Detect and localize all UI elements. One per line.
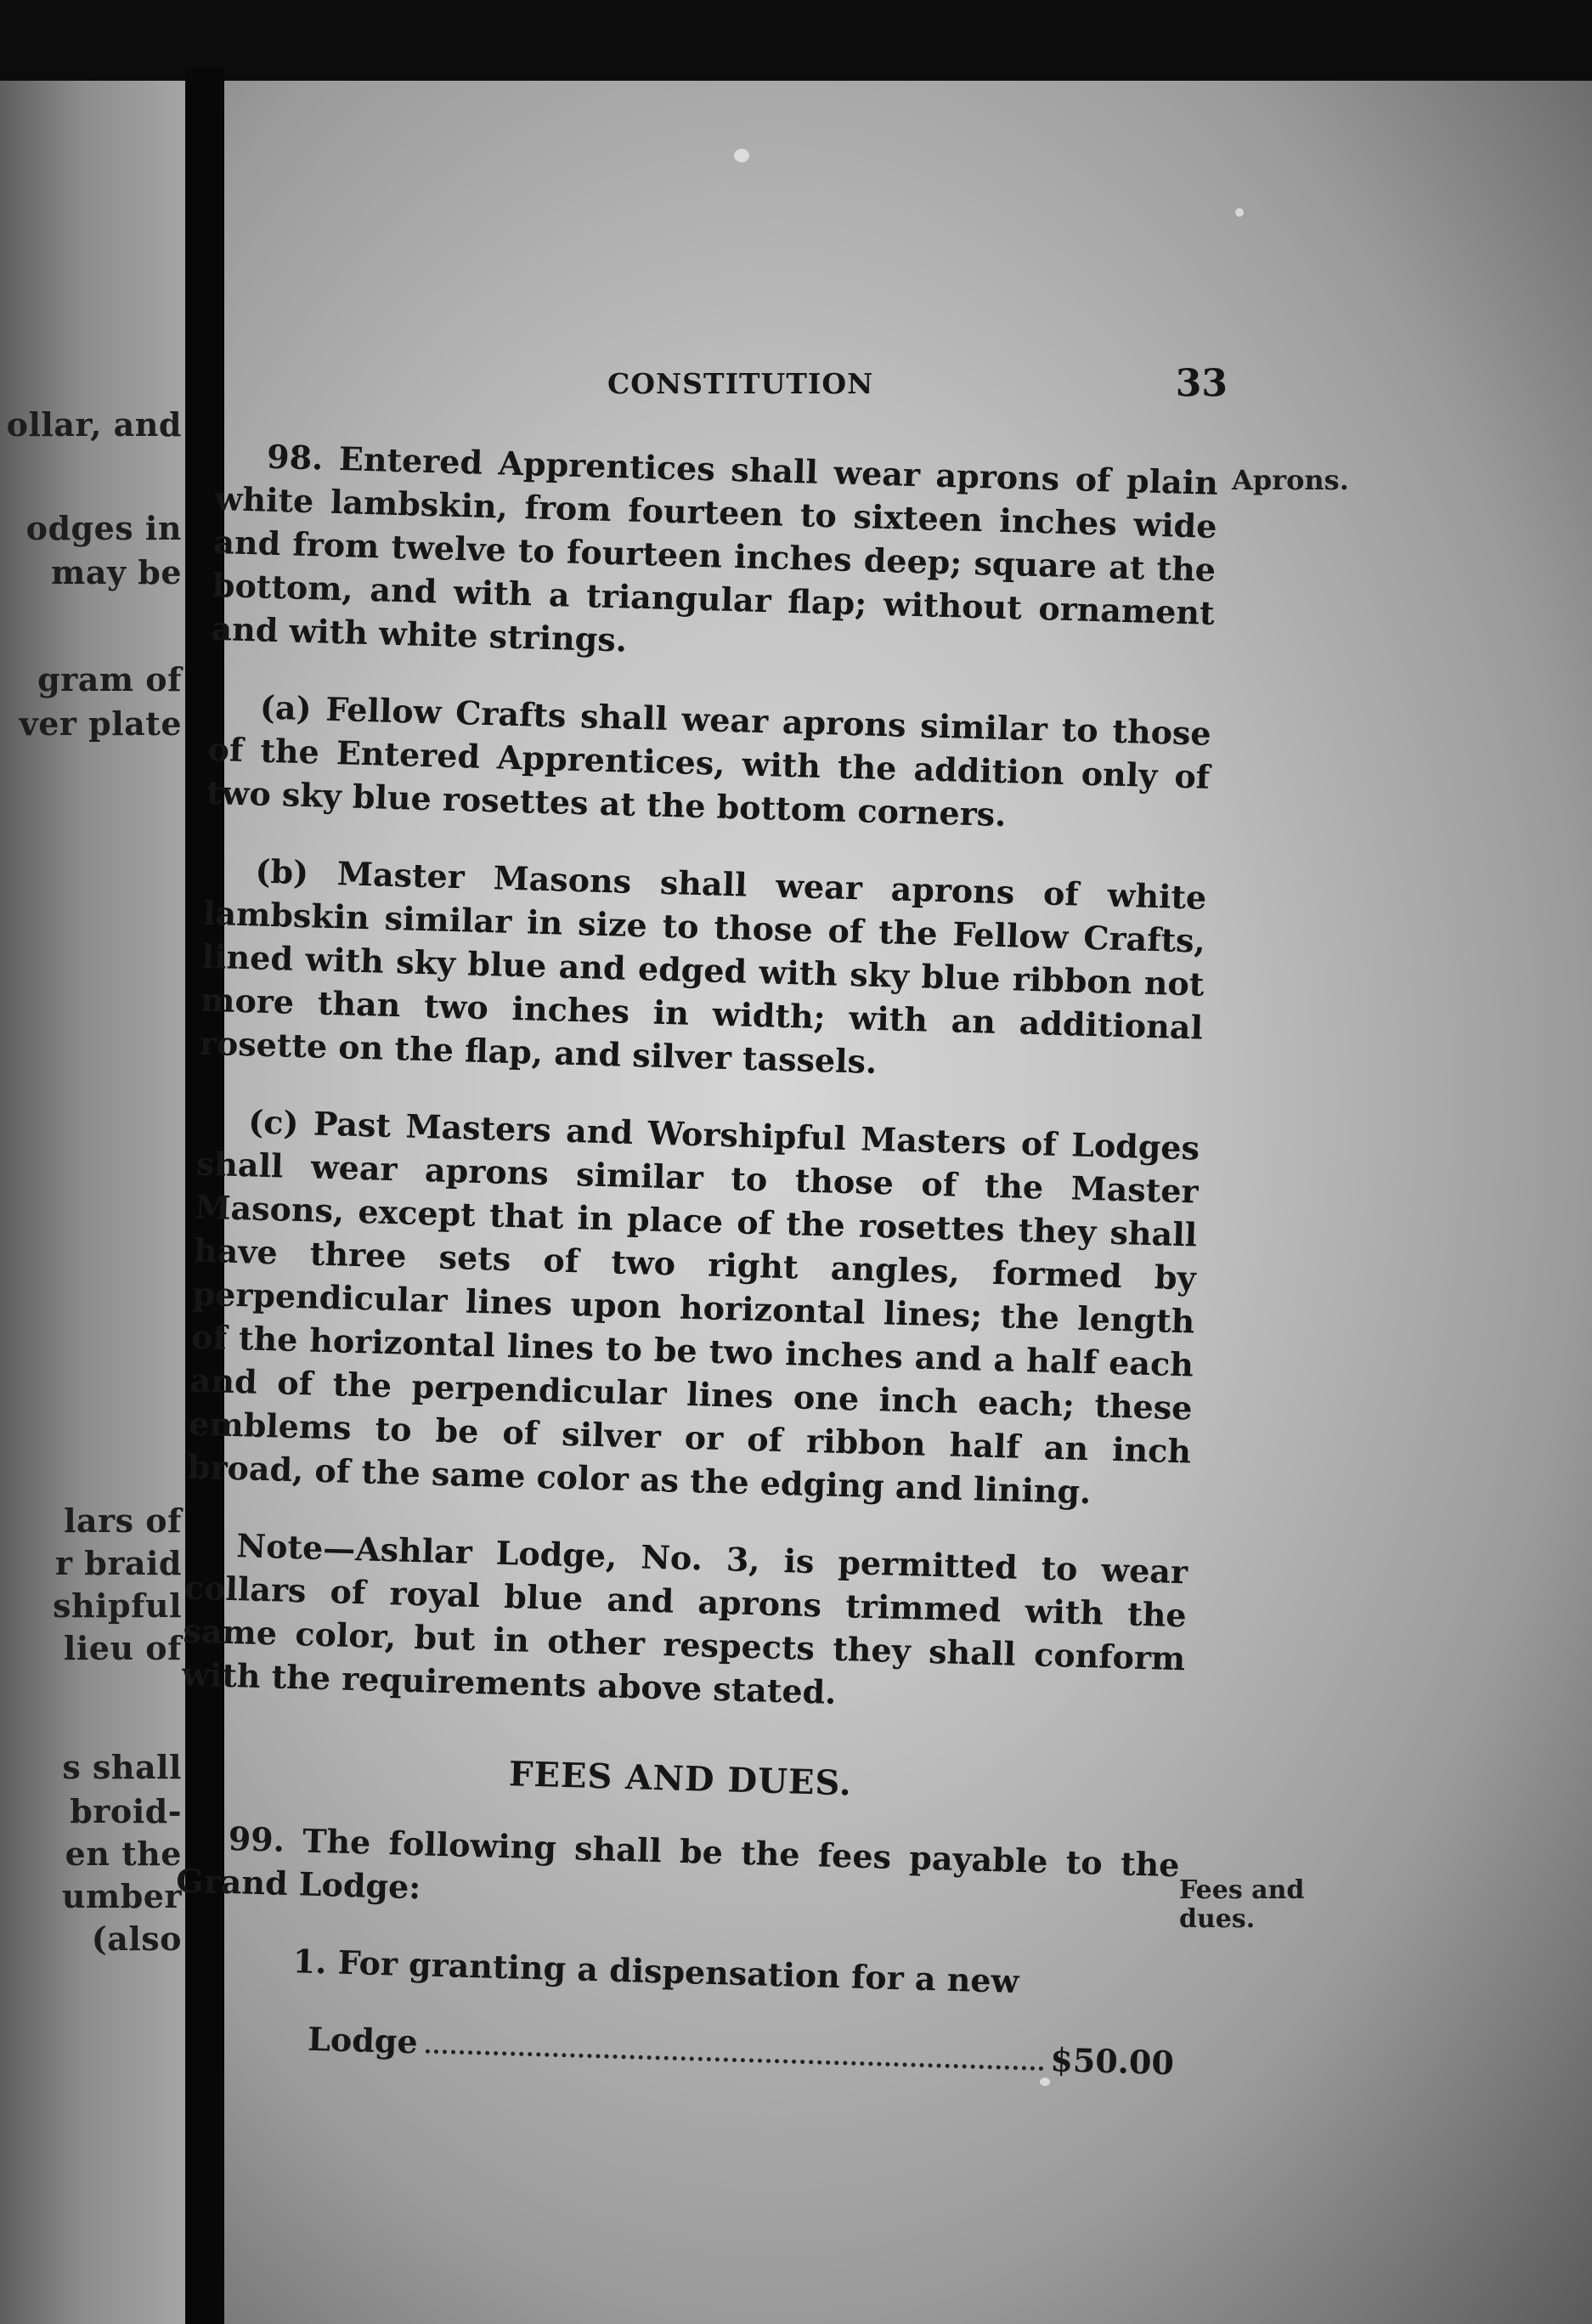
fee-item-label: Lodge — [307, 2019, 419, 2061]
left-page-line: s shall — [62, 1748, 182, 1786]
page-number: 33 — [1175, 362, 1228, 405]
fee-item-text: 1. For granting a dispensation for a new — [292, 1942, 1019, 2001]
paragraph-99: 99. The following shall be the fees payable to the Grand Lodge: — [175, 1819, 1181, 1907]
paragraph-c: (c) Past Masters and Worshipful Masters of Lodges shall wear aprons similar to those of the Master Masons, except that in place of the rosettes they shall have three sets of two right angles, formed by perpendicular lines upon horizontal lines; the length of the horizontal lines to be two inches and a half each and of the perpendicular lines one inch each; these emblems to be of silver or of ribbon half an inch broad, of the same color as the edging and lining. — [187, 1102, 1200, 1512]
left-page-line: gram of — [37, 660, 182, 698]
article-body — [172, 433, 1219, 2084]
left-page-line: lieu of — [63, 1629, 182, 1667]
note-paragraph: Note—Ashlar Lodge, No. 3, is permitted to wear collars of royal blue and aprons trimmed with the same color, but in other respects they shall conform with the requirements above stated. — [181, 1526, 1188, 1711]
left-page-line: may be — [51, 553, 182, 591]
running-head: CONSTITUTION — [607, 367, 874, 400]
previous-page-fragment — [0, 81, 185, 2324]
left-page-line: umber — [61, 1877, 182, 1915]
section-heading: FEES AND DUES. — [508, 1754, 853, 1804]
left-page-line: ver plate — [19, 704, 182, 743]
paragraph-98: 98. Entered Apprentices shall wear aprons of plain white lambskin, from fourteen to sixteen inches wide and from twelve to fourteen inches deep; square at the bottom, and with a triangular flap; without ornament and with white strings. — [210, 437, 1219, 659]
margin-note-fees-and-dues: Fees and dues. — [1179, 1875, 1305, 1934]
page-header — [607, 362, 1228, 418]
left-page-line: shipful — [53, 1586, 182, 1625]
left-page-line: odges in — [25, 509, 182, 547]
margin-note-aprons: Aprons. — [1232, 464, 1349, 496]
left-page-line: broid- — [70, 1792, 182, 1830]
left-page-line: en the — [65, 1835, 182, 1873]
paper-speck — [734, 149, 749, 162]
left-page-line: (also — [91, 1920, 182, 1958]
paper-speck — [1235, 208, 1244, 217]
left-page-line: lars of — [64, 1501, 182, 1540]
paragraph-a: (a) Fellow Crafts shall wear aprons similar to those of the Entered Apprentices, with the addition only of two sky blue rosettes at the bottom corners. — [206, 687, 1212, 834]
fee-amount: $50.00 — [1049, 2040, 1175, 2083]
paragraph-b: (b) Master Masons shall wear aprons of white lambskin similar in size to those of the Fellow Crafts, lined with sky blue and edged with sky blue ribbon not more than two inches in width; with an additional rosette on the flap, and silver tassels. — [199, 851, 1207, 1081]
left-page-line: r braid — [55, 1544, 182, 1582]
left-page-line: ollar, and — [6, 405, 182, 444]
